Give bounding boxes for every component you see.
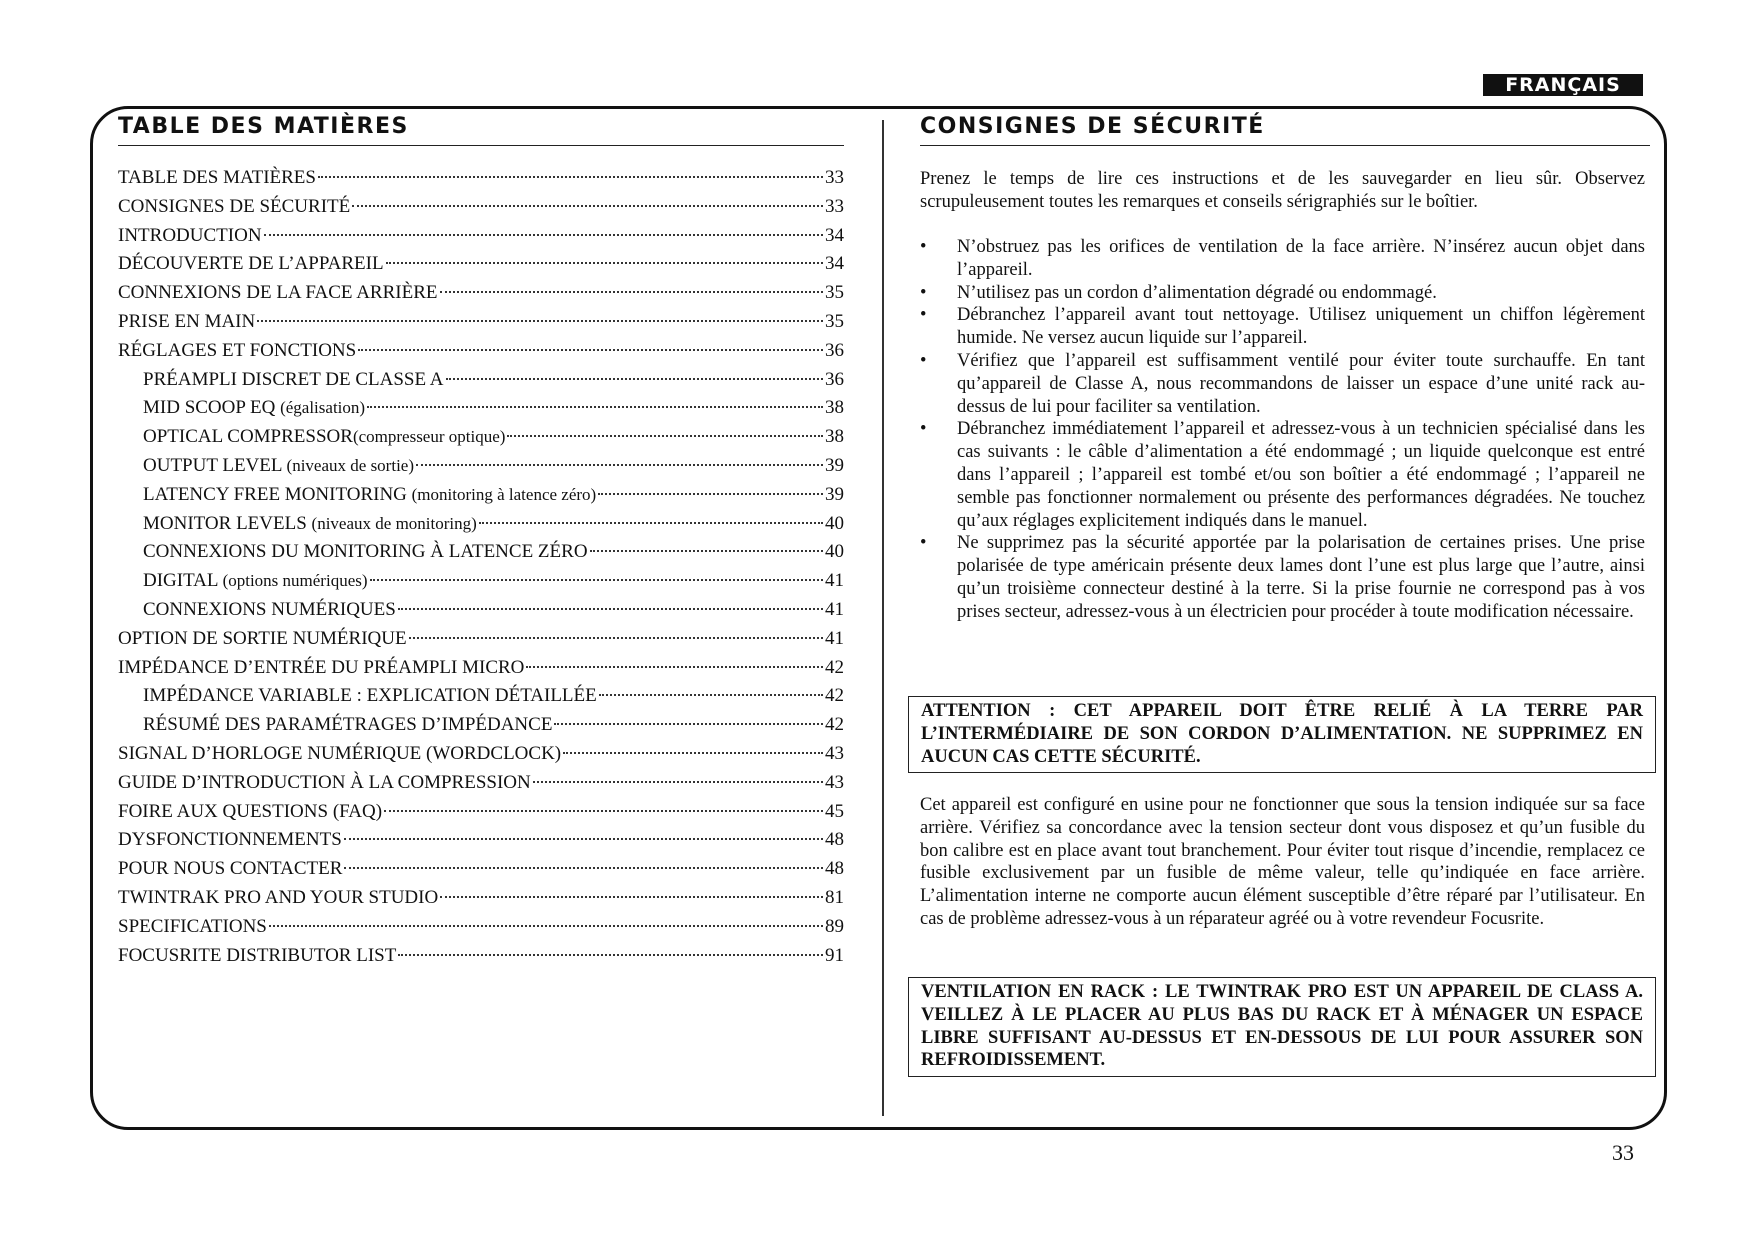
toc-entry[interactable] xyxy=(118,826,844,855)
toc-entry-page: 91 xyxy=(825,944,844,966)
toc-leader-dots xyxy=(352,205,823,207)
toc-subentry[interactable] xyxy=(118,452,844,481)
toc-entry-page: 33 xyxy=(825,167,844,188)
toc-entry[interactable] xyxy=(118,193,844,222)
toc-entry[interactable] xyxy=(118,250,844,279)
toc-leader-dots xyxy=(370,579,823,581)
toc-entry-label: TWINTRAK PRO AND YOUR STUDIO xyxy=(118,886,439,908)
toc-leader-dots xyxy=(264,234,823,236)
toc-entry-page: 38 xyxy=(825,397,844,419)
toc-entry-page: 81 xyxy=(825,886,844,908)
toc-entry-note: (niveaux de monitoring) xyxy=(311,513,477,533)
toc-leader-dots xyxy=(386,262,823,264)
toc-leader-dots xyxy=(533,781,823,783)
toc-entry[interactable] xyxy=(118,740,844,769)
toc-leader-dots xyxy=(599,694,823,696)
toc-entry-page: 89 xyxy=(825,915,844,937)
toc-entry[interactable] xyxy=(118,855,844,884)
toc-entry-page: 41 xyxy=(825,627,844,649)
safety-bullet-list xyxy=(920,236,1645,624)
toc-entry[interactable] xyxy=(118,164,844,193)
toc-leader-dots xyxy=(479,522,823,524)
toc-entry-label: CONNEXIONS NUMÉRIQUES xyxy=(143,598,396,620)
toc-entry-page: 36 xyxy=(825,339,844,361)
toc-entry-page: 48 xyxy=(825,829,844,851)
toc-leader-dots xyxy=(358,349,823,351)
toc-leader-dots xyxy=(409,637,823,639)
toc-entry-page: 34 xyxy=(825,253,844,275)
toc-entry-page: 33 xyxy=(825,195,844,217)
bullet-icon: • xyxy=(920,350,927,371)
toc-subentry[interactable] xyxy=(118,538,844,567)
toc-leader-dots xyxy=(416,464,823,466)
toc-entry[interactable] xyxy=(118,913,844,942)
toc-subentry[interactable] xyxy=(118,423,844,452)
toc-entry-page: 39 xyxy=(825,454,844,476)
toc-entry-label: INTRODUCTION xyxy=(118,224,262,246)
toc-entry[interactable] xyxy=(118,308,844,337)
toc-entry[interactable] xyxy=(118,654,844,683)
toc-leader-dots xyxy=(384,810,823,812)
toc-entry-page: 41 xyxy=(825,570,844,592)
safety-title: CONSIGNES DE SÉCURITÉ xyxy=(920,114,1650,146)
page-number: 33 xyxy=(1612,1140,1634,1165)
toc-entry-page: 41 xyxy=(825,598,844,620)
toc-entry-label: SPECIFICATIONS xyxy=(118,915,267,937)
bullet-icon: • xyxy=(920,282,927,303)
fuse-paragraph: Cet appareil est configuré en usine pour ne fonctionner que sous la tension indiquée sur sa face arrière. Vérifiez sa concordance avec la tension secteur dont vous disposez et qu’un fusible du bon calibre est en place avant tout branchement. Pour éviter tout risque d’incendie, remplacez ce fusible exclusivement par un fusible de même valeur, telle qu’indiquée en face arrière. L’alimentation interne ne comporte aucun élément susceptible d’être réparé par l’utilisateur. En cas de problème adressez-vous à un réparateur agréé ou à votre revendeur Focusrite. xyxy=(920,795,1645,929)
toc-entry-label: FOCUSRITE DISTRIBUTOR LIST xyxy=(118,944,397,966)
toc-leader-dots xyxy=(367,406,823,408)
toc-leader-dots xyxy=(590,550,823,552)
toc-entry[interactable] xyxy=(118,279,844,308)
toc-entry-label: RÉSUMÉ DES PARAMÉTRAGES D’IMPÉDANCE xyxy=(143,714,553,736)
safety-bullet-item: • Vérifiez que l’appareil est suffisamment ventilé pour éviter toute surchauffe. En tant qu’appareil de Classe A, nous recommandons de laisser un espace d’une unité rack au-dessus de lui pour faciliter sa ventilation. xyxy=(920,350,1645,417)
toc-entry-note: (options numériques) xyxy=(222,571,368,591)
toc-subentry[interactable] xyxy=(118,366,844,395)
toc-leader-dots xyxy=(344,838,823,840)
toc-entry-label: MID SCOOP EQ (égalisation) xyxy=(143,397,366,419)
toc-entry-label: TABLE DES MATIÈRES xyxy=(118,167,316,188)
column-divider xyxy=(882,120,884,1116)
toc-entry-page: 42 xyxy=(825,714,844,736)
toc-leader-dots xyxy=(446,378,823,380)
toc-entry[interactable] xyxy=(118,769,844,798)
toc-entry-page: 42 xyxy=(825,656,844,678)
toc-leader-dots xyxy=(526,666,823,668)
toc-entry[interactable] xyxy=(118,222,844,251)
toc-entry-page: 40 xyxy=(825,512,844,534)
toc-entry-note: (monitoring à latence zéro) xyxy=(411,484,597,504)
toc-leader-dots xyxy=(507,435,823,437)
toc-title: TABLE DES MATIÈRES xyxy=(118,114,844,146)
toc-entry-label: OPTICAL COMPRESSOR(compresseur optique) xyxy=(143,426,506,448)
toc-entry-label: PRÉAMPLI DISCRET DE CLASSE A xyxy=(143,368,444,390)
toc-leader-dots xyxy=(440,291,824,293)
toc-entry-page: 40 xyxy=(825,541,844,563)
toc-subentry[interactable] xyxy=(118,711,844,740)
toc-entry[interactable] xyxy=(118,625,844,654)
toc-entry-page: 36 xyxy=(825,368,844,390)
toc-entry-page: 34 xyxy=(825,224,844,246)
toc-entry-label: PRISE EN MAIN xyxy=(118,310,256,332)
toc-leader-dots xyxy=(563,752,823,754)
toc-entry-label: CONSIGNES DE SÉCURITÉ xyxy=(118,195,351,217)
toc-entry[interactable] xyxy=(118,798,844,827)
toc-entry-label: POUR NOUS CONTACTER xyxy=(118,858,343,880)
toc-entry-label: LATENCY FREE MONITORING (monitoring à latence zéro) xyxy=(143,483,597,505)
bullet-icon: • xyxy=(920,305,927,326)
toc-leader-dots xyxy=(344,867,823,869)
toc-leader-dots xyxy=(554,723,823,725)
ventilation-warning-box: VENTILATION EN RACK : LE TWINTRAK PRO EST UN APPAREIL DE CLASS A. VEILLEZ À LE PLACER AU PLUS BAS DU RACK ET À MÉNAGER UN ESPACE LIBRE SUFFISANT AU-DESSUS ET EN-DESSOUS DE LUI POUR ASSURER SON REFROIDISSEMENT. xyxy=(908,977,1656,1077)
toc-subentry[interactable] xyxy=(118,682,844,711)
toc-leader-dots xyxy=(440,896,823,898)
bullet-icon: • xyxy=(920,419,927,440)
toc-entry-note: (égalisation) xyxy=(280,398,366,418)
toc-entry-label: OPTION DE SORTIE NUMÉRIQUE xyxy=(118,627,407,649)
earth-warning-box: ATTENTION : CET APPAREIL DOIT ÊTRE RELIÉ À LA TERRE PAR L’INTERMÉDIAIRE DE SON CORDON D’ALIMENTATION. NE SUPPRIMEZ EN AUCUN CAS CETTE SÉCURITÉ. xyxy=(908,696,1656,773)
toc-entry-page: 48 xyxy=(825,858,844,880)
toc-entry-label: IMPÉDANCE D’ENTRÉE DU PRÉAMPLI MICRO xyxy=(118,656,525,678)
safety-intro-paragraph: Prenez le temps de lire ces instructions et de les sauvegarder en lieu sûr. Observez scrupuleusement toutes les remarques et conseils sérigraphiés sur le boîtier. xyxy=(920,169,1645,212)
safety-bullet-item: • Débranchez l’appareil avant tout nettoyage. Utilisez uniquement un chiffon légèrement humide. Ne versez aucun liquide sur l’appareil. xyxy=(920,305,1645,349)
toc-entry-page: 43 xyxy=(825,742,844,764)
toc-leader-dots xyxy=(398,608,823,610)
toc-entry-label: DÉCOUVERTE DE L’APPAREIL xyxy=(118,253,384,275)
safety-bullet-item: • N’utilisez pas un cordon d’alimentation dégradé ou endommagé. xyxy=(920,282,1437,303)
toc-leader-dots xyxy=(269,925,823,927)
toc-entry-label: DIGITAL (options numériques) xyxy=(143,570,368,592)
toc-entry[interactable] xyxy=(118,337,844,366)
safety-bullet-item: • Ne supprimez pas la sécurité apportée par la polarisation de certaines prises. Une prise polarisée de type américain présente deux lames dont l’une est plus large que l’autre, ainsi qu’un troisième connecteur destiné à la terre. Si la prise fournie ne correspond pas à vos prises secteur, adressez-vous à un électricien pour procéder à toute modification nécessaire. xyxy=(920,533,1645,622)
toc-entry-label: CONNEXIONS DU MONITORING À LATENCE ZÉRO xyxy=(143,541,588,563)
toc-entry-page: 39 xyxy=(825,483,844,505)
toc-entry-page: 42 xyxy=(825,685,844,707)
toc-leader-dots xyxy=(257,320,823,322)
toc-entry-note: (compresseur optique) xyxy=(352,427,506,447)
toc-entry-label: SIGNAL D’HORLOGE NUMÉRIQUE (WORDCLOCK) xyxy=(118,742,562,764)
toc-entry[interactable] xyxy=(118,942,844,971)
toc-entry-page: 45 xyxy=(825,800,844,822)
toc-subentry[interactable] xyxy=(118,596,844,625)
bullet-icon: • xyxy=(920,237,927,257)
toc-entry-label: RÉGLAGES ET FONCTIONS xyxy=(118,339,357,361)
safety-bullet-item: • Débranchez immédiatement l’appareil et adressez-vous à un technicien spécialisé dans les cas suivants : le câble d’alimentation a été endommagé ; un liquide quelconque est entré dans l’appareil ; l’appareil est tombé et/ou son boîtier a été endommagé ; l’appareil ne semble pas fonctionner normalement ou présente des performances dégradées. Ne touchez qu’aux réglages explicitement indiqués dans le manuel. xyxy=(920,419,1645,531)
toc-subentry[interactable] xyxy=(118,481,844,510)
toc-leader-dots xyxy=(398,954,823,956)
toc-entry[interactable] xyxy=(118,884,844,913)
toc-entry-label: OUTPUT LEVEL (niveaux de sortie) xyxy=(143,454,414,476)
toc-subentry[interactable] xyxy=(118,510,844,539)
toc-entry-label: IMPÉDANCE VARIABLE : EXPLICATION DÉTAILLÉE xyxy=(143,685,597,707)
toc-entry-note: (niveaux de sortie) xyxy=(286,455,414,475)
toc-entry-page: 35 xyxy=(825,282,844,304)
safety-bullet-item: • N’obstruez pas les orifices de ventilation de la face arrière. N’insérez aucun objet dans l’appareil. xyxy=(920,237,1645,280)
toc-subentry[interactable] xyxy=(118,394,844,423)
toc-entry-label: DYSFONCTIONNEMENTS xyxy=(118,829,342,851)
toc-entry-label: MONITOR LEVELS (niveaux de monitoring) xyxy=(143,512,477,534)
toc-leader-dots xyxy=(598,493,823,495)
toc-entry-page: 35 xyxy=(825,310,844,332)
toc-entry-page: 43 xyxy=(825,771,844,793)
toc-subentry[interactable] xyxy=(118,567,844,596)
bullet-icon: • xyxy=(920,533,927,554)
language-tag: FRANÇAIS xyxy=(1483,74,1643,96)
toc-entry-label: GUIDE D’INTRODUCTION À LA COMPRESSION xyxy=(118,771,531,793)
toc-entry-label: CONNEXIONS DE LA FACE ARRIÈRE xyxy=(118,282,438,304)
toc-list xyxy=(118,164,844,970)
toc-entry-label: FOIRE AUX QUESTIONS (FAQ) xyxy=(118,800,383,822)
toc-entry-page: 38 xyxy=(825,426,844,448)
toc-leader-dots xyxy=(318,176,823,178)
